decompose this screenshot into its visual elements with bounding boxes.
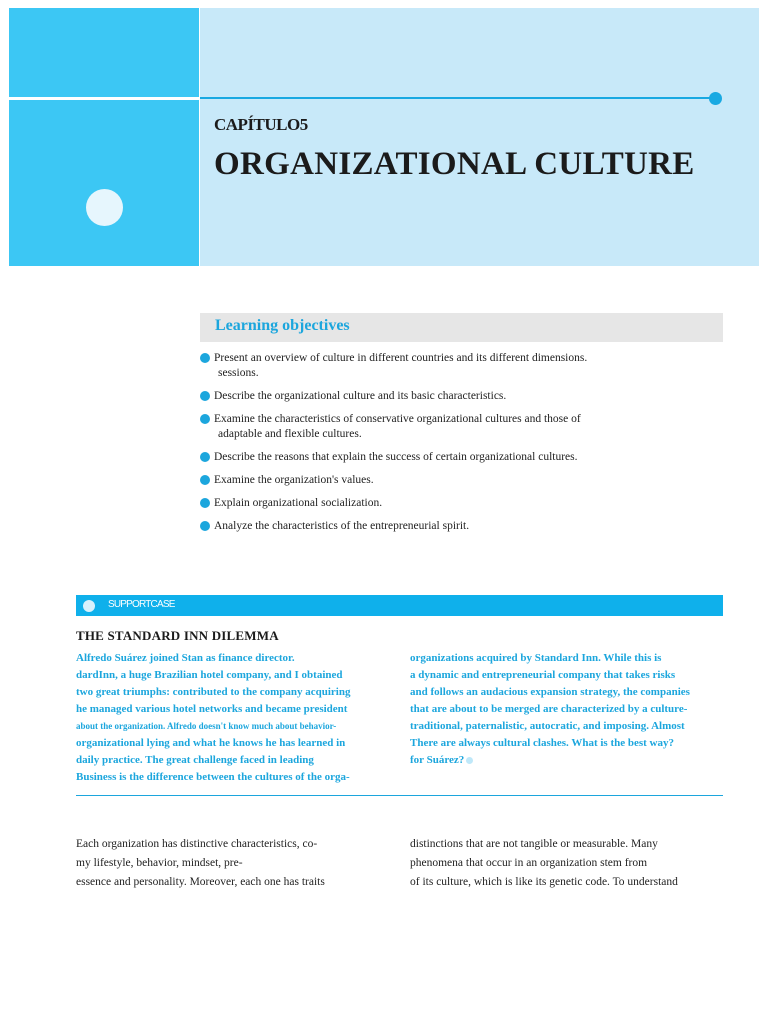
objective-item	[200, 389, 670, 404]
body-line: Each organization has distinctive characteristics, co-	[76, 838, 318, 850]
support-case-dot-icon	[83, 600, 95, 612]
objective-item	[200, 450, 670, 465]
end-dot-icon	[466, 757, 473, 764]
objective-text: Describe the organizational culture and its basic characteristics.	[214, 390, 507, 402]
body-text-left-column	[76, 835, 325, 892]
header-circle-icon	[86, 189, 123, 226]
bullet-icon	[200, 498, 210, 508]
body-line: distinctions that are not tangible or measurable. Many	[410, 838, 658, 850]
bullet-icon	[200, 414, 210, 424]
objective-text-continued: adaptable and flexible cultures.	[218, 428, 362, 440]
learning-objectives-list	[200, 351, 670, 542]
body-line: of its culture, which is like its genetic code. To understand	[410, 876, 678, 888]
body-line: my lifestyle, behavior, mindset, pre-	[76, 857, 243, 869]
objective-item	[200, 412, 670, 442]
chapter-title: ORGANIZATIONAL CULTURE	[214, 146, 695, 182]
case-title: THE STANDARD INN DILEMMA	[76, 628, 279, 643]
objective-text: Examine the organization's values.	[214, 474, 374, 486]
objective-text-continued: sessions.	[218, 367, 259, 379]
header-panel	[200, 8, 759, 266]
case-divider-rule	[76, 795, 723, 796]
case-line: organizational lying and what he knows he has learned in	[76, 737, 346, 749]
case-line: daily practice. The great challenge faced in leading	[76, 754, 314, 766]
case-line: Business is the difference between the cultures of the orga-	[76, 771, 350, 783]
objective-item	[200, 473, 670, 488]
case-line: Alfredo Suárez joined Stan as finance director.	[76, 652, 295, 664]
case-line: There are always cultural clashes. What is the best way?	[410, 737, 674, 749]
support-case-label: SUPPORTCASE	[108, 599, 175, 610]
case-line-last	[410, 752, 690, 769]
case-line: organizations acquired by Standard Inn. While this is	[410, 652, 662, 664]
header-accent-block-bottom	[9, 100, 199, 266]
case-line: he managed various hotel networks and became president	[76, 703, 348, 715]
learning-objectives-title: Learning objectives	[215, 317, 350, 334]
case-line: traditional, paternalistic, autocratic, and imposing. Almost	[410, 720, 685, 732]
case-line: a dynamic and entrepreneurial company that takes risks	[410, 669, 676, 681]
objective-text: Present an overview of culture in different countries and its different dimensions.	[214, 352, 588, 364]
objective-item	[200, 351, 670, 381]
header-divider-line	[200, 97, 716, 99]
bullet-icon	[200, 353, 210, 363]
bullet-icon	[200, 475, 210, 485]
objective-item	[200, 519, 670, 534]
objective-item	[200, 496, 670, 511]
bullet-icon	[200, 521, 210, 531]
case-line: about the organization. Alfredo doesn't know much about behavior-	[76, 721, 337, 731]
body-line: phenomena that occur in an organization stem from	[410, 857, 648, 869]
bullet-icon	[200, 391, 210, 401]
objective-text: Analyze the characteristics of the entrepreneurial spirit.	[214, 520, 470, 532]
bullet-icon	[200, 452, 210, 462]
case-text-right-column	[410, 650, 690, 769]
body-text-right-column	[410, 835, 678, 892]
objective-text: Explain organizational socialization.	[214, 497, 383, 509]
case-line: that are about to be merged are characterized by a culture-	[410, 703, 688, 715]
case-line: and follows an audacious expansion strategy, the companies	[410, 686, 690, 698]
case-line: two great triumphs: contributed to the company acquiring	[76, 686, 351, 698]
body-line: essence and personality. Moreover, each one has traits	[76, 876, 325, 888]
objective-text: Examine the characteristics of conservative organizational cultures and those of	[214, 413, 581, 425]
objective-text: Describe the reasons that explain the success of certain organizational cultures.	[214, 451, 578, 463]
case-text-left-column	[76, 650, 350, 786]
case-line: dardInn, a huge Brazilian hotel company, and I obtained	[76, 669, 343, 681]
case-line: for Suárez?	[410, 754, 465, 766]
chapter-label: CAPÍTULO5	[214, 115, 308, 134]
header-accent-block-top	[9, 8, 199, 97]
header-line-dot-icon	[709, 92, 722, 105]
